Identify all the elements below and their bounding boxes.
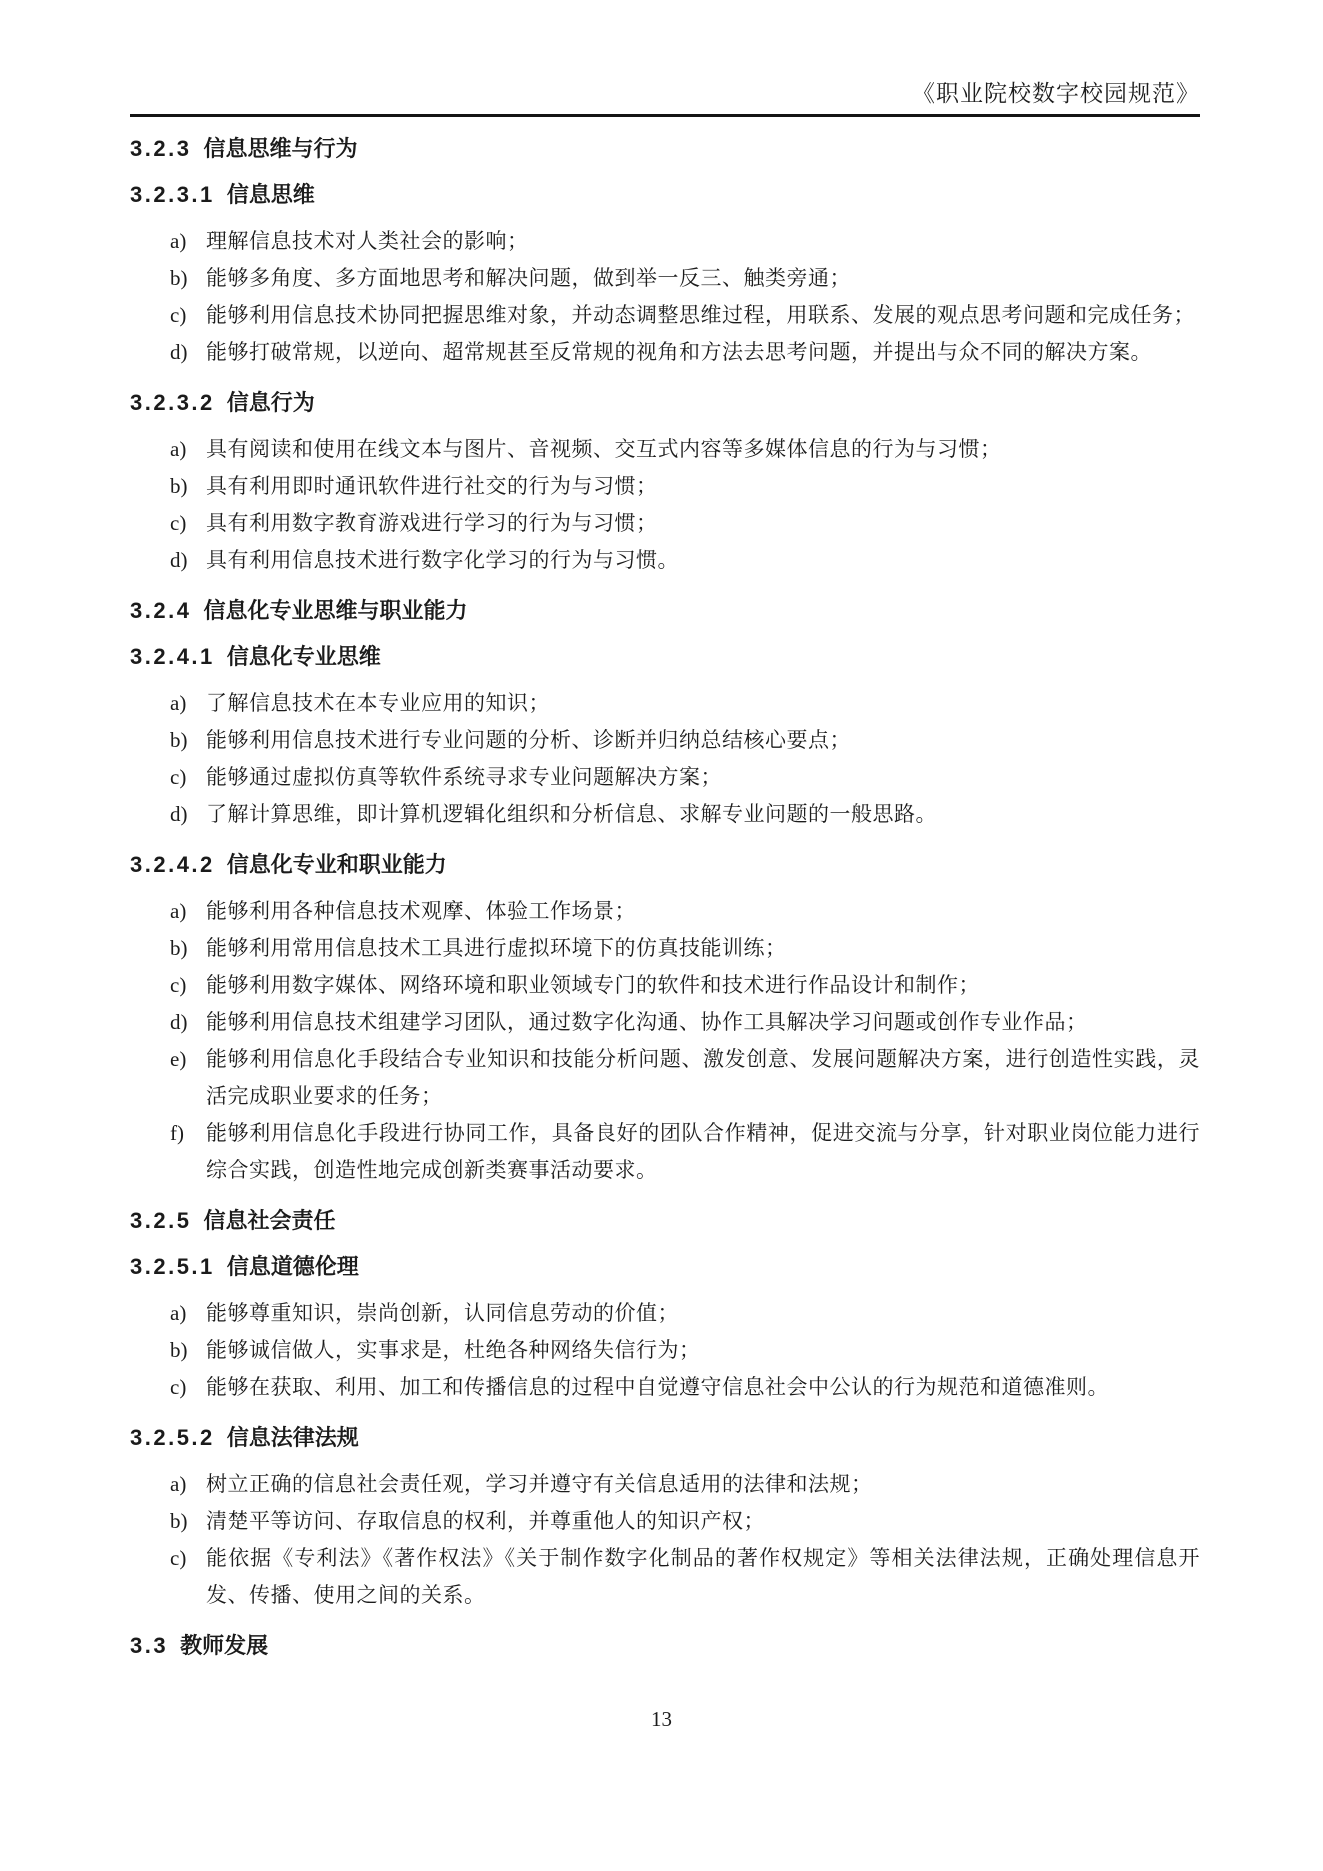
clause-marker: c) — [170, 511, 187, 535]
clause-marker: e) — [170, 1047, 187, 1071]
section-heading-3-2-4-1 — [130, 643, 1200, 671]
clause-marker: a) — [170, 437, 187, 461]
clause-item — [170, 967, 1200, 1004]
clause-item — [170, 893, 1200, 930]
clause-text: 能够利用信息技术组建学习团队，通过数字化沟通、协作工具解决学习问题或创作专业作品； — [206, 1010, 1088, 1034]
clause-text: 能够多角度、多方面地思考和解决问题，做到举一反三、触类旁通； — [206, 266, 851, 290]
section-number: 3.2.5.2 — [130, 1425, 215, 1450]
clause-item — [170, 1115, 1200, 1189]
clause-item — [170, 722, 1200, 759]
clause-text: 清楚平等访问、存取信息的权利，并尊重他人的知识产权； — [206, 1509, 765, 1533]
section-heading-3-2-4 — [130, 597, 1200, 625]
clause-marker: b) — [170, 474, 188, 498]
clause-marker: a) — [170, 899, 187, 923]
clause-item — [170, 1369, 1200, 1406]
clause-item — [170, 505, 1200, 542]
clause-marker: a) — [170, 691, 187, 715]
section-title: 信息思维 — [226, 182, 315, 207]
section-heading-3-2-3-1 — [130, 181, 1200, 209]
clause-list — [170, 893, 1200, 1189]
clause-text: 能够利用信息技术协同把握思维对象，并动态调整思维过程，用联系、发展的观点思考问题和完成任务； — [206, 303, 1195, 327]
page-number: 13 — [651, 1707, 672, 1731]
clause-item — [170, 1503, 1200, 1540]
clause-list — [170, 1466, 1200, 1614]
section-heading-3-2-5 — [130, 1207, 1200, 1235]
clause-marker: d) — [170, 340, 188, 364]
clause-marker: b) — [170, 728, 188, 752]
clause-item — [170, 542, 1200, 579]
clause-marker: f) — [170, 1121, 184, 1145]
clause-list — [170, 223, 1200, 371]
section-number: 3.2.4.1 — [130, 644, 215, 669]
clause-text: 能够利用常用信息技术工具进行虚拟环境下的仿真技能训练； — [206, 936, 787, 960]
section-heading-3-2-5-2 — [130, 1424, 1200, 1452]
section-number: 3.2.3 — [130, 136, 192, 161]
clause-item — [170, 1332, 1200, 1369]
clause-list — [170, 431, 1200, 579]
section-title: 信息化专业思维与职业能力 — [203, 598, 468, 623]
clause-text: 能够打破常规，以逆向、超常规甚至反常规的视角和方法去思考问题，并提出与众不同的解决方案。 — [206, 340, 1152, 364]
section-heading-3-2-3 — [130, 135, 1200, 163]
clause-text: 能够利用信息化手段进行协同工作，具备良好的团队合作精神，促进交流与分享，针对职业岗位能力进行综合实践，创造性地完成创新类赛事活动要求。 — [206, 1121, 1200, 1182]
clause-marker: c) — [170, 1375, 187, 1399]
header-rule — [130, 114, 1200, 117]
clause-text: 具有阅读和使用在线文本与图片、音视频、交互式内容等多媒体信息的行为与习惯； — [206, 437, 1002, 461]
clause-item — [170, 260, 1200, 297]
clause-item — [170, 1466, 1200, 1503]
section-title: 信息法律法规 — [226, 1425, 359, 1450]
clause-item — [170, 796, 1200, 833]
section-title: 教师发展 — [180, 1633, 269, 1658]
clause-marker: c) — [170, 1546, 187, 1570]
clause-text: 具有利用数字教育游戏进行学习的行为与习惯； — [206, 511, 658, 535]
clause-marker: a) — [170, 1301, 187, 1325]
clause-text: 能够利用各种信息技术观摩、体验工作场景； — [206, 899, 636, 923]
document-content — [130, 135, 1200, 1660]
clause-item — [170, 1540, 1200, 1614]
section-number: 3.2.4 — [130, 598, 192, 623]
clause-marker: c) — [170, 303, 187, 327]
section-number: 3.2.3.2 — [130, 390, 215, 415]
clause-marker: a) — [170, 229, 187, 253]
clause-text: 能够诚信做人，实事求是，杜绝各种网络失信行为； — [206, 1338, 701, 1362]
running-header-title: 《职业院校数字校园规范》 — [912, 81, 1200, 106]
clause-item — [170, 297, 1200, 334]
section-number: 3.2.5 — [130, 1208, 192, 1233]
page-footer — [0, 1706, 1323, 1732]
section-title: 信息社会责任 — [203, 1208, 336, 1233]
clause-marker: d) — [170, 1010, 188, 1034]
clause-item — [170, 759, 1200, 796]
clause-marker: b) — [170, 936, 188, 960]
clause-text: 树立正确的信息社会责任观，学习并遵守有关信息适用的法律和法规； — [206, 1472, 873, 1496]
section-number: 3.2.5.1 — [130, 1254, 215, 1279]
clause-marker: b) — [170, 266, 188, 290]
clause-item — [170, 685, 1200, 722]
clause-list — [170, 685, 1200, 833]
clause-marker: d) — [170, 548, 188, 572]
clause-text: 了解计算思维，即计算机逻辑化组织和分析信息、求解专业问题的一般思路。 — [206, 802, 937, 826]
clause-item — [170, 930, 1200, 967]
section-heading-3-2-5-1 — [130, 1253, 1200, 1281]
clause-text: 能够尊重知识，崇尚创新，认同信息劳动的价值； — [206, 1301, 679, 1325]
clause-text: 具有利用信息技术进行数字化学习的行为与习惯。 — [206, 548, 679, 572]
section-number: 3.3 — [130, 1633, 169, 1658]
section-title: 信息思维与行为 — [203, 136, 358, 161]
section-number: 3.2.3.1 — [130, 182, 215, 207]
clause-item — [170, 1041, 1200, 1115]
section-title: 信息道德伦理 — [226, 1254, 359, 1279]
clause-marker: c) — [170, 973, 187, 997]
clause-item — [170, 431, 1200, 468]
clause-item — [170, 468, 1200, 505]
clause-marker: a) — [170, 1472, 187, 1496]
clause-marker: b) — [170, 1338, 188, 1362]
clause-text: 理解信息技术对人类社会的影响； — [206, 229, 529, 253]
clause-text: 能够利用数字媒体、网络环境和职业领域专门的软件和技术进行作品设计和制作； — [206, 973, 980, 997]
section-number: 3.2.4.2 — [130, 852, 215, 877]
clause-item — [170, 334, 1200, 371]
section-title: 信息化专业和职业能力 — [226, 852, 447, 877]
clause-list — [170, 1295, 1200, 1406]
clause-text: 能依据《专利法》《著作权法》《关于制作数字化制品的著作权规定》等相关法律法规，正确处理信息开发、传播、使用之间的关系。 — [206, 1546, 1200, 1607]
clause-item — [170, 223, 1200, 260]
clause-marker: c) — [170, 765, 187, 789]
section-heading-3-3 — [130, 1632, 1200, 1660]
clause-item — [170, 1295, 1200, 1332]
clause-text: 了解信息技术在本专业应用的知识； — [206, 691, 550, 715]
section-heading-3-2-3-2 — [130, 389, 1200, 417]
clause-text: 能够通过虚拟仿真等软件系统寻求专业问题解决方案； — [206, 765, 722, 789]
clause-text: 具有利用即时通讯软件进行社交的行为与习惯； — [206, 474, 658, 498]
section-title: 信息化专业思维 — [226, 644, 381, 669]
clause-text: 能够利用信息化手段结合专业知识和技能分析问题、激发创意、发展问题解决方案，进行创造性实践，灵活完成职业要求的任务； — [206, 1047, 1200, 1108]
section-title: 信息行为 — [226, 390, 315, 415]
clause-item — [170, 1004, 1200, 1041]
section-heading-3-2-4-2 — [130, 851, 1200, 879]
clause-marker: b) — [170, 1509, 188, 1533]
clause-text: 能够在获取、利用、加工和传播信息的过程中自觉遵守信息社会中公认的行为规范和道德准则。 — [206, 1375, 1109, 1399]
page-header — [130, 80, 1200, 108]
clause-marker: d) — [170, 802, 188, 826]
clause-text: 能够利用信息技术进行专业问题的分析、诊断并归纳总结核心要点； — [206, 728, 851, 752]
